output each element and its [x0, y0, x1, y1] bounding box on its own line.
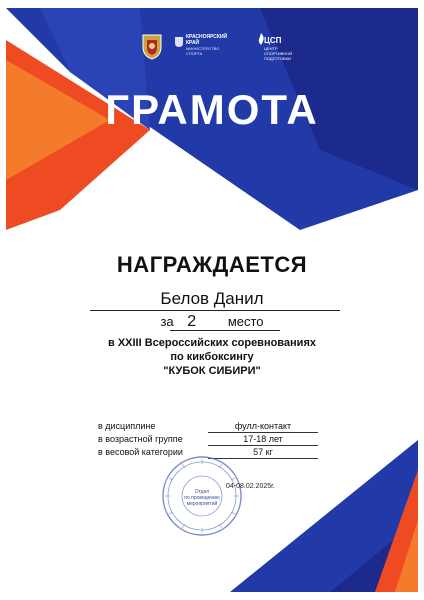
detail-value: 57 кг [253, 447, 273, 457]
logos-row [140, 32, 300, 62]
csp-caption: ЦЕНТР СПОРТИВНОЙ ПОДГОТОВКИ [264, 46, 293, 61]
place-suffix: место [227, 314, 264, 329]
competition-line-2: по кикбоксингу [170, 351, 254, 363]
recipient-name: Белов Данил [160, 289, 264, 308]
place-underline [170, 330, 280, 331]
competition-block [0, 336, 424, 378]
event-date: 04-08.02.2025г. [226, 483, 275, 490]
detail-label: в возрастной группе [98, 434, 183, 444]
place-prefix: за [160, 314, 174, 329]
detail-value: 17-18 лет [243, 434, 283, 444]
detail-row-age-group [98, 434, 318, 447]
detail-label: в весовой категории [98, 447, 183, 457]
place-row [0, 313, 424, 331]
region-name: КРАСНОЯРСКИЙ КРАЙ [186, 34, 228, 46]
detail-underline [208, 432, 318, 433]
awarded-heading: НАГРАЖДАЕТСЯ [116, 252, 308, 277]
recipient-underline [90, 310, 340, 311]
detail-value: фулл-контакт [234, 421, 292, 431]
region-ministry: МИНИСТЕРСТВО СПОРТА [186, 46, 220, 56]
competition-line-1: в XXIII Всероссийских соревнованиях [108, 337, 316, 349]
competition-line-3: "КУБОК СИБИРИ" [163, 365, 261, 377]
csp-label: ЦСП [264, 36, 282, 45]
region-logo [174, 34, 252, 60]
detail-underline [208, 445, 318, 446]
place-value: 2 [187, 313, 197, 330]
certificate-title: ГРАМОТА [105, 86, 319, 133]
coat-of-arms-icon [140, 32, 164, 60]
region-emblem-icon [174, 36, 184, 48]
csp-logo [254, 32, 294, 62]
stamp-center-text: Отдел по проведению мероприятий [184, 489, 220, 507]
detail-row-discipline [98, 421, 318, 434]
detail-label: в дисциплине [98, 421, 156, 431]
